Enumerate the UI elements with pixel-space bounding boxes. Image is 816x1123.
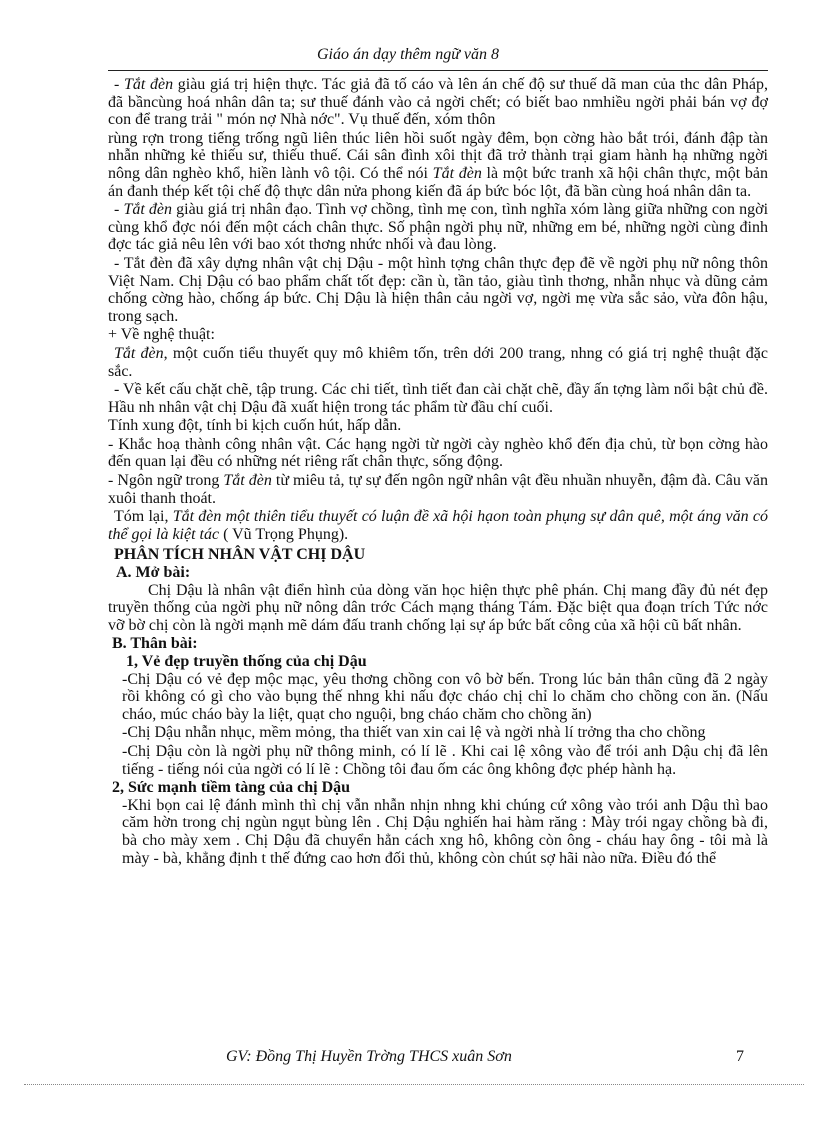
page-number: 7 [736, 1048, 744, 1065]
quote: Tắt đèn một thiên tiểu thuyết có luận đề xã hội hạon toàn phụng sự dân quê, một áng văn có thể gọi là kiệt tác [108, 508, 768, 543]
paragraph-conflict: Tính xung đột, tính bi kịch cuốn hút, hấp dẫn. [108, 417, 402, 435]
subsection-heading: A. Mở bài: [116, 564, 191, 582]
paragraph-beauty-1: -Chị Dậu có vẻ đẹp mộc mạc, yêu thơng chồng con vô bờ bến. Trong lúc bản thân cũng đã 2 ngày rồi không có gì cho vào bụng thế nhng khi nấu đợc cháo chị chỉ lo chăm cho chồng con ăn. (Nấu cháo, múc cháo bày la liệt, quạt cho nguội, bng cháo chăm cho chồng ăn) [122, 670, 768, 723]
footer-rule [24, 1084, 804, 1085]
paragraph-text: giàu giá trị nhân đạo. Tình vợ chồng, tình mẹ con, tình nghĩa xóm làng giữa những con ngời cùng khổ đợc nói đến một cách chân thực. Số phận ngời phụ nữ, những em bé, những ngời cùng đinh đợc tác giả nêu lên với bao xót thơng nhức nhối và đau lòng. [108, 201, 769, 254]
work-title: Tắt đèn [223, 472, 272, 490]
work-title: Tắt đèn [432, 164, 482, 182]
dash: - [114, 76, 124, 93]
paragraph-realism [108, 76, 768, 129]
paragraph-text: là một bức tranh xã hội chân thực, một bản án đanh thép kết tội chế độ thực dân nửa phong kiến đã áp bức bóc lột, đã bần cùng hoá nhân dân ta. [108, 164, 768, 200]
paragraph-portrayal: - Khắc hoạ thành công nhân vật. Các hạng ngời từ ngời cày nghèo khổ đến địa chủ, từ bọn cờng hào đến quan lại đều có những nét riêng rất chân thực, sống động. [108, 435, 768, 471]
page-header: Giáo án dạy thêm ngữ văn 8 [316, 46, 500, 63]
paragraph-language [108, 472, 768, 507]
paragraph-text: giàu giá trị hiện thực. Tác giả đã tố cáo và lên án chế độ sư thuế dã man của thc dân Pháp, đã bầncùng hoá nhân dân ta; sư thuế đánh vào cả ngời chết; có biết bao nmhiều ngời phải bán vợ đợ con để trang trải " món nợ Nhà nớc". Vụ thuế đến, xóm thôn [108, 76, 769, 129]
document-body [108, 76, 768, 868]
paragraph-text: , một cuốn tiểu thuyết quy mô khiêm tốn, trên dới 200 trang, nhng có giá trị nghệ thuật đặc sắc. [108, 344, 768, 380]
work-title: Tắt đèn [123, 201, 173, 219]
subsection-heading: B. Thân bài: [112, 635, 198, 653]
paragraph-text: rùng rợn trong tiếng trống ngũ liên thúc liên hồi suốt ngày đêm, bọn cờng hào bắt trói, đánh đập tàn nhẫn những kẻ thiếu sư, thiếu thuế. Cái sân đình xôi thịt đã trở thành trại giam hành hạ những ngời nông dân nghèo khổ, hiền lành vô tội. Có thể nói [108, 129, 768, 182]
dash: - [114, 201, 124, 219]
work-title: Tắt đèn [114, 344, 164, 362]
paragraph-summary [108, 508, 768, 543]
footer-author: GV: Đồng Thị Huyền Trờng THCS xuân Sơn [226, 1048, 512, 1065]
section-heading: PHÂN TÍCH NHÂN VẬT CHỊ DẬU [114, 546, 366, 564]
paragraph-art [108, 345, 768, 380]
paragraph-realism-cont [108, 130, 768, 200]
paragraph-text: Tóm lại, [114, 508, 173, 526]
paragraph-beauty-3: -Chị Dậu còn là ngời phụ nữ thông minh, có lí lẽ . Khi cai lệ xông vào để trói anh Dậu chị đã lên tiếng - tiếng nói của ngời có lí lẽ : Chồng tôi đau ốm các ông không đợc phép hành hạ. [122, 742, 768, 778]
paragraph-character: - Tắt đèn đã xây dựng nhân vật chị Dậu - một hình tợng chân thực đẹp đẽ về ngời phụ nữ nông thôn Việt Nam. Chị Dậu có bao phẩm chất tốt đẹp: cần ù, tần tảo, giàu tình thơng, nhẫn nhục và dũng cảm chống cờng hào, chống áp bức. Chị Dậu là hiện thân cảu ngời vợ, ngời mẹ vừa sắc sảo, vừa đôn hậu, trong sạch. [108, 254, 768, 325]
paragraph-text: - Ngôn ngữ trong [108, 472, 224, 490]
paragraph-text: từ miêu tả, tự sự đến ngôn ngữ nhân vật đều nhuần nhuyễn, đậm đà. Câu văn xuôi thanh thoát. [108, 472, 769, 507]
paragraph-intro: Chị Dậu là nhân vật điển hình của dòng văn học hiện thực phê phán. Chị mang đầy đủ nét đẹp truyền thống của ngời phụ nữ nông dân trớc Cách mạng tháng Tám. Đặc biệt qua đoạn trích Tức nớc vỡ bờ chị còn là ngời mạnh mẽ dám đấu tranh chống lại sự áp bức bất công của xã hội cũ bất nhân. [108, 581, 768, 634]
header-rule [108, 70, 768, 71]
paragraph-beauty-2: -Chị Dậu nhẫn nhục, mềm mỏng, tha thiết van xin cai lệ và ngời nhà lí trởng tha cho chồng [122, 724, 706, 742]
paragraph-structure: - Về kết cấu chặt chẽ, tập trung. Các chi tiết, tình tiết đan cài chặt chẽ, đầy ấn tợng làm nổi bật chủ đề. Hầu nh nhân vật chị Dậu đã xuất hiện trong tác phẩm từ đầu chí cuối. [108, 381, 768, 416]
paragraph-humanism [108, 201, 768, 254]
paragraph-art-heading: + Về nghệ thuật: [108, 326, 215, 344]
paragraph-text: ( Vũ Trọng Phụng). [219, 525, 349, 543]
work-title: Tắt đèn [123, 76, 174, 93]
subsection-heading: 2, Sức mạnh tiềm tàng của chị Dậu [112, 779, 351, 797]
subsection-heading: 1, Vẻ đẹp truyền thống của chị Dậu [126, 653, 367, 670]
paragraph-strength-1: -Khi bọn cai lệ đánh mình thì chị vẫn nhẫn nhịn nhng khi chúng cứ xông vào trói anh Dậu thì bao căm hờn trong chị ngùn ngụt bùng lên . Chị Dậu nghiến hai hàm răng : Mày trói ngay chồng bà đi, bà cho mày xem . Chị Dậu đã chuyển hẳn cách xng hô, không còn ông - cháu hay ông - tôi mà là mày - bà, khẳng định t thế đứng cao hơn đối thủ, không còn chút sợ hãi nào nữa. Điều đó thể [122, 796, 768, 867]
